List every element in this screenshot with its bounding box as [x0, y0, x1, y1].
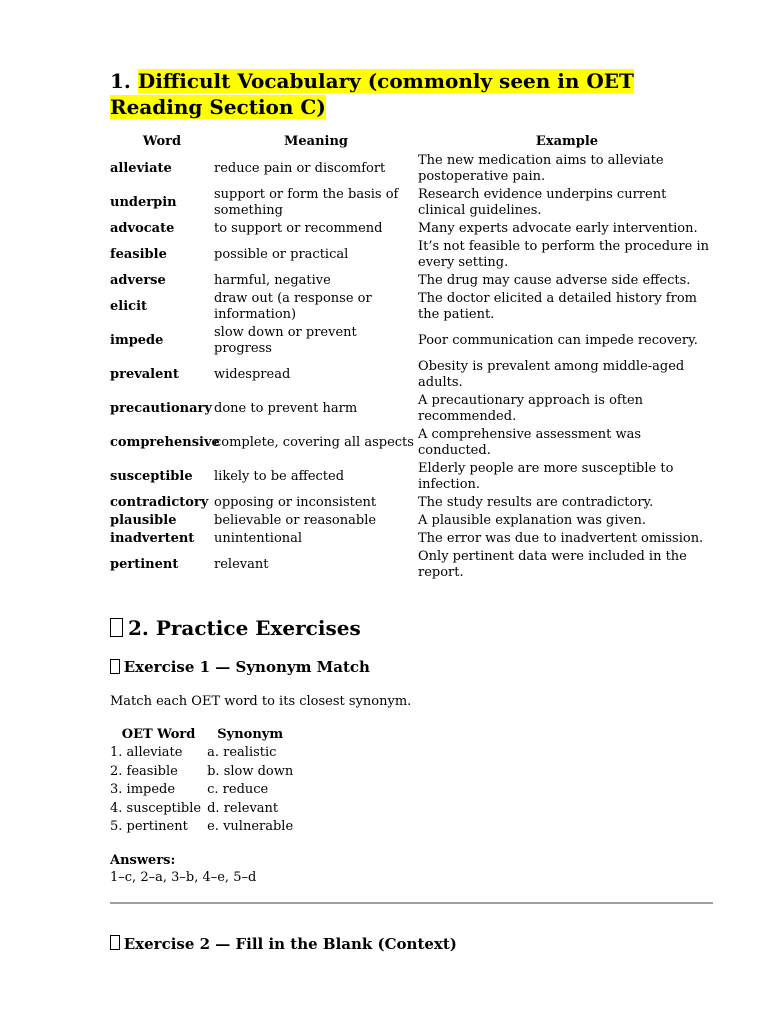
match-word: 3. impede	[110, 782, 176, 797]
vocab-word: inadvertent	[110, 531, 195, 546]
section-1-title: Difficult Vocabulary (commonly seen in OET Reading Section C)	[110, 69, 634, 119]
answers-block	[110, 852, 716, 886]
table-row	[110, 273, 716, 291]
vocab-word: prevalent	[110, 367, 179, 382]
vocab-example: Many experts advocate early intervention.	[418, 221, 698, 236]
missing-glyph-icon	[110, 618, 123, 637]
table-row	[110, 187, 716, 221]
vocab-word: impede	[110, 333, 164, 348]
table-row	[110, 549, 716, 583]
vocab-meaning: believable or reasonable	[214, 513, 377, 528]
table-row	[110, 513, 716, 531]
vocab-meaning: done to prevent harm	[214, 401, 358, 416]
exercise-1-title: Exercise 1 — Synonym Match	[123, 658, 370, 676]
vocab-meaning: to support or recommend	[214, 221, 383, 236]
table-row	[110, 461, 716, 495]
document-content	[110, 68, 716, 954]
match-synonym: c. reduce	[207, 782, 269, 797]
header-example: Example	[535, 134, 599, 149]
table-row	[110, 291, 716, 325]
header-meaning: Meaning	[283, 134, 349, 149]
vocab-example: The doctor elicited a detailed history from the patient.	[418, 291, 697, 322]
match-word: 5. pertinent	[110, 819, 188, 834]
section-divider	[110, 902, 713, 904]
vocab-example: The new medication aims to alleviate postoperative pain.	[418, 153, 664, 184]
vocabulary-table-header	[110, 134, 716, 153]
vocab-meaning: reduce pain or discomfort	[214, 161, 386, 176]
table-row	[110, 221, 716, 239]
vocab-meaning: slow down or prevent progress	[214, 325, 357, 356]
vocab-example: The error was due to inadvertent omission.	[418, 531, 704, 546]
vocab-example: The drug may cause adverse side effects.	[418, 273, 691, 288]
exercise-1-instruction: Match each OET word to its closest synonym.	[110, 694, 412, 709]
match-synonym: d. relevant	[207, 800, 279, 816]
vocab-word: contradictory	[110, 495, 209, 510]
vocab-example: It’s not feasible to perform the procedure in every setting.	[418, 239, 709, 270]
synonym-table-header	[110, 727, 293, 745]
match-synonym: a. realistic	[207, 745, 277, 760]
table-row	[110, 782, 293, 801]
table-row	[110, 393, 716, 427]
table-row	[110, 325, 716, 359]
table-row	[110, 531, 716, 549]
section-1-number: 1.	[110, 69, 131, 93]
vocab-meaning: opposing or inconsistent	[214, 495, 377, 510]
vocab-meaning: widespread	[214, 367, 291, 382]
table-row	[110, 359, 716, 393]
vocab-word: adverse	[110, 273, 166, 288]
vocab-meaning: draw out (a response or information)	[214, 291, 372, 322]
match-synonym: b. slow down	[207, 763, 294, 779]
header-word: Word	[142, 134, 182, 149]
vocab-example: Research evidence underpins current clinical guidelines.	[418, 187, 667, 218]
match-word: 1. alleviate	[110, 745, 183, 760]
vocabulary-table	[110, 134, 716, 583]
vocab-word: elicit	[110, 299, 148, 314]
answers-label: Answers:	[110, 852, 176, 868]
vocab-example: Elderly people are more susceptible to infection.	[418, 461, 674, 492]
table-row	[110, 819, 293, 838]
vocab-example: Only pertinent data were included in the report.	[418, 549, 687, 580]
vocab-word: advocate	[110, 221, 175, 236]
match-word: 2. feasible	[110, 763, 178, 779]
table-row	[110, 495, 716, 513]
table-row	[110, 239, 716, 273]
table-row	[110, 801, 293, 820]
vocab-meaning: support or form the basis of something	[214, 187, 399, 218]
vocab-example: A plausible explanation was given.	[418, 513, 647, 528]
table-row	[110, 764, 293, 783]
vocab-meaning: unintentional	[214, 531, 303, 546]
vocab-example: The study results are contradictory.	[418, 495, 654, 510]
vocab-word: feasible	[110, 247, 167, 262]
exercise-2-title: Exercise 2 — Fill in the Blank (Context)	[123, 934, 457, 953]
vocab-meaning: complete, covering all aspects	[214, 435, 414, 450]
exercise-2-heading	[110, 934, 716, 954]
match-synonym: e. vulnerable	[207, 819, 294, 834]
vocab-word: alleviate	[110, 161, 172, 176]
vocab-word: precautionary	[110, 401, 212, 416]
exercise-1-heading	[110, 657, 716, 677]
table-row	[110, 427, 716, 461]
vocab-word: pertinent	[110, 557, 179, 572]
answers-text: 1–c, 2–a, 3–b, 4–e, 5–d	[110, 869, 257, 885]
vocab-meaning: harmful, negative	[214, 273, 331, 288]
vocab-word: plausible	[110, 513, 177, 528]
table-row	[110, 153, 716, 187]
missing-glyph-icon	[110, 659, 120, 674]
header-synonym: Synonym	[217, 727, 284, 742]
section-2-title: 2. Practice Exercises	[128, 616, 361, 640]
vocab-example: A comprehensive assessment was conducted.	[418, 427, 642, 458]
missing-glyph-icon	[110, 935, 120, 950]
vocab-meaning: relevant	[214, 557, 269, 572]
section-1-heading	[110, 68, 680, 120]
vocab-meaning: possible or practical	[214, 247, 349, 262]
table-row	[110, 745, 293, 764]
vocab-word: underpin	[110, 195, 177, 210]
vocab-example: Obesity is prevalent among middle-aged adults.	[418, 359, 685, 390]
section-2-heading	[110, 615, 716, 641]
vocab-word: susceptible	[110, 469, 193, 484]
synonym-match-table	[110, 727, 293, 838]
vocab-example: Poor communication can impede recovery.	[418, 333, 698, 348]
vocab-word: comprehensive	[110, 435, 220, 450]
header-oet-word: OET Word	[121, 727, 196, 742]
vocab-meaning: likely to be affected	[214, 469, 345, 484]
vocab-example: A precautionary approach is often recommended.	[418, 393, 644, 424]
match-word: 4. susceptible	[110, 800, 202, 816]
